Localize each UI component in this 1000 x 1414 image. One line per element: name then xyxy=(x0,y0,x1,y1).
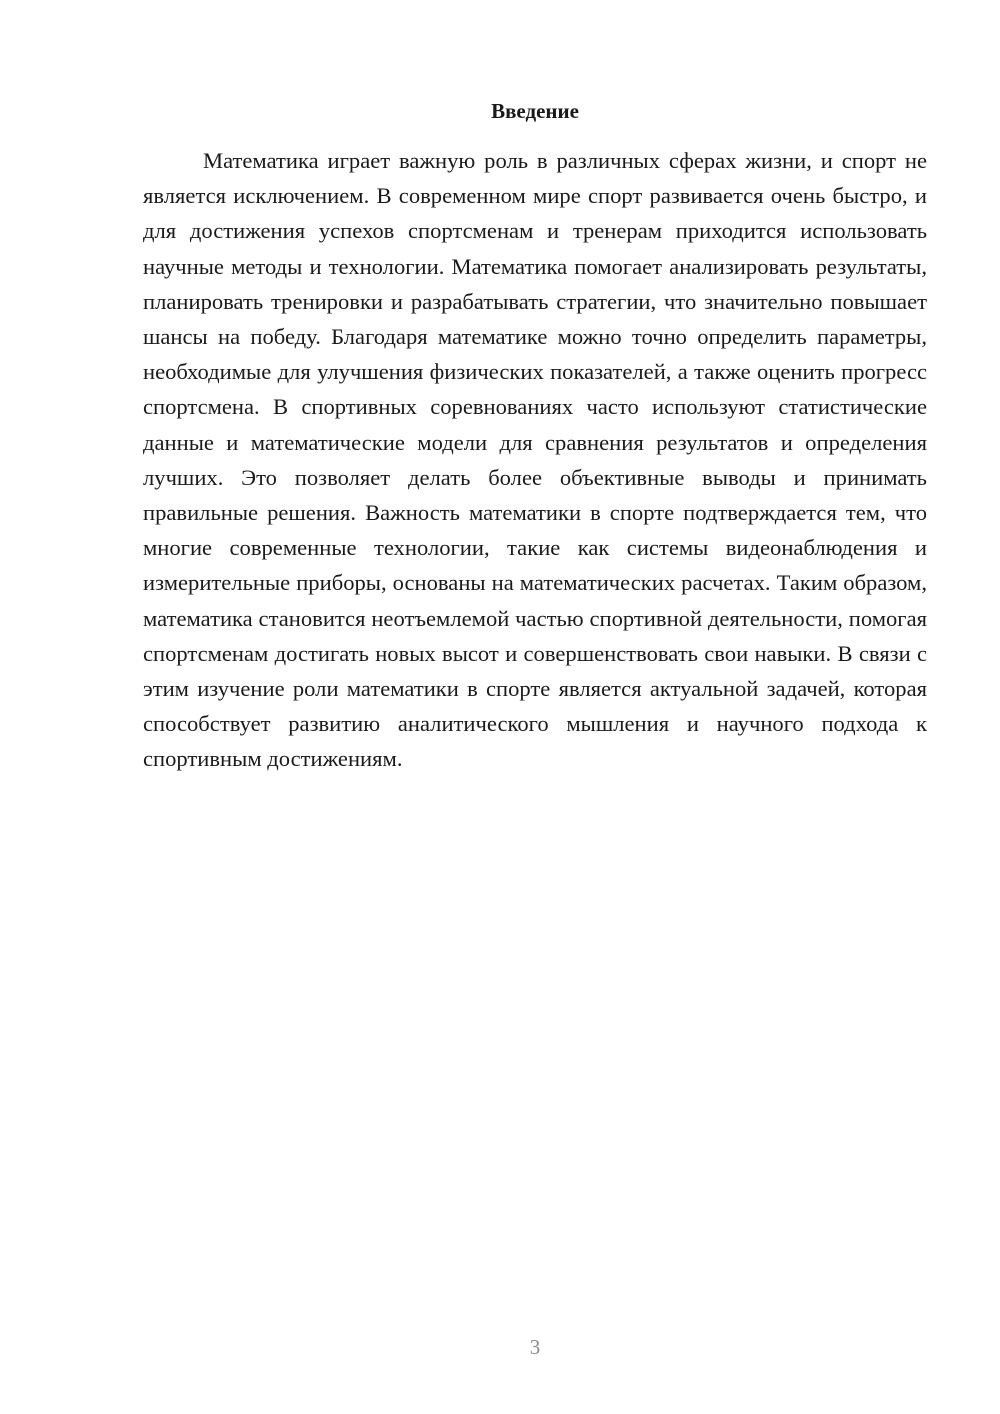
body-paragraph: Математика играет важную роль в различных сферах жизни, и спорт не является исключением. В современном мире спорт развивается очень быстро, и для достижения успехов спортсменам и тренерам приходится использовать научные методы и технологии. Математика помогает анализировать результаты, планировать тренировки и разрабатывать стратегии, что значительно повышает шансы на победу. Благодаря математике можно точно определить параметры, необходимые для улучшения физических показателей, а также оценить прогресс спортсмена. В спортивных соревнованиях часто используют статистические данные и математические модели для сравнения результатов и определения лучших. Это позволяет делать более объективные выводы и принимать правильные решения. Важность математики в спорте подтверждается тем, что многие современные технологии, такие как системы видеонаблюдения и измерительные приборы, основаны на математических расчетах. Таким образом, математика становится неотъемлемой частью спортивной деятельности, помогая спортсменам достигать новых высот и совершенствовать свои навыки. В связи с этим изучение роли математики в спорте является актуальной задачей, которая способствует развитию аналитического мышления и научного подхода к спортивным достижениям. xyxy=(143,148,927,772)
page-number: 3 xyxy=(529,1335,541,1359)
section-heading: Введение xyxy=(491,99,579,123)
